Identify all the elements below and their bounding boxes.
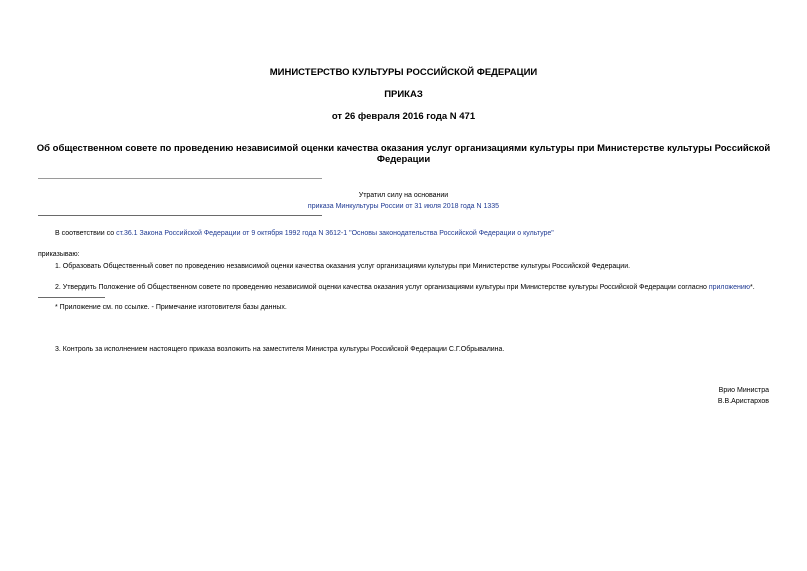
status-label: Утратил силу на основании bbox=[358, 192, 449, 199]
document-date-number: от 26 февраля 2016 года N 471 bbox=[331, 111, 476, 122]
document-title-line2: Федерации bbox=[376, 154, 431, 165]
ministry-heading: МИНИСТЕРСТВО КУЛЬТУРЫ РОССИЙСКОЙ ФЕДЕРАЦИИ bbox=[269, 67, 538, 78]
signatory-name: В.В.Аристархов bbox=[717, 398, 769, 405]
order-item-3: 3. Контроль за исполнением настоящего приказа возложить на заместителя Министра культуры Российской Федерации С.Г.Обрывалина. bbox=[55, 346, 505, 353]
order-item-1: 1. Образовать Общественный совет по проведению независимой оценки качества оказания услуг организациями культуры при Министерстве культуры Российской Федерации. bbox=[55, 263, 631, 270]
preamble-prefix: В соответствии со bbox=[55, 230, 117, 237]
separator-line bbox=[38, 215, 322, 216]
preamble bbox=[55, 229, 554, 238]
signatory-position: Врио Министра bbox=[718, 387, 769, 394]
order-word: приказываю: bbox=[38, 251, 80, 258]
law-link[interactable]: ст.36.1 Закона Российской Федерации от 9 октября 1992 года N 3612-1 "Основы законодательства Российской Федерации о культуре" bbox=[116, 230, 554, 237]
separator-line bbox=[38, 178, 322, 179]
footnote: * Приложение см. по ссылке. - Примечание изготовителя базы данных. bbox=[55, 304, 287, 311]
document-title-line1: Об общественном совете по проведению независимой оценки качества оказания услуг организациями культуры при Министерстве культуры Российской bbox=[36, 143, 771, 154]
document-type: ПРИКАЗ bbox=[384, 89, 423, 100]
order-item-2-suffix: *. bbox=[750, 284, 755, 291]
footnote-separator bbox=[38, 297, 105, 298]
appendix-link[interactable]: приложению bbox=[708, 284, 751, 291]
order-item-2 bbox=[55, 283, 755, 292]
repeal-order-link[interactable]: приказа Минкультуры России от 31 июля 2018 года N 1335 bbox=[307, 203, 500, 210]
document-title bbox=[0, 143, 807, 165]
order-item-2-text: 2. Утвердить Положение об Общественном совете по проведению независимой оценки качества оказания услуг организациями культуры при Министерстве культуры Российской Федерации согласно bbox=[55, 284, 709, 291]
